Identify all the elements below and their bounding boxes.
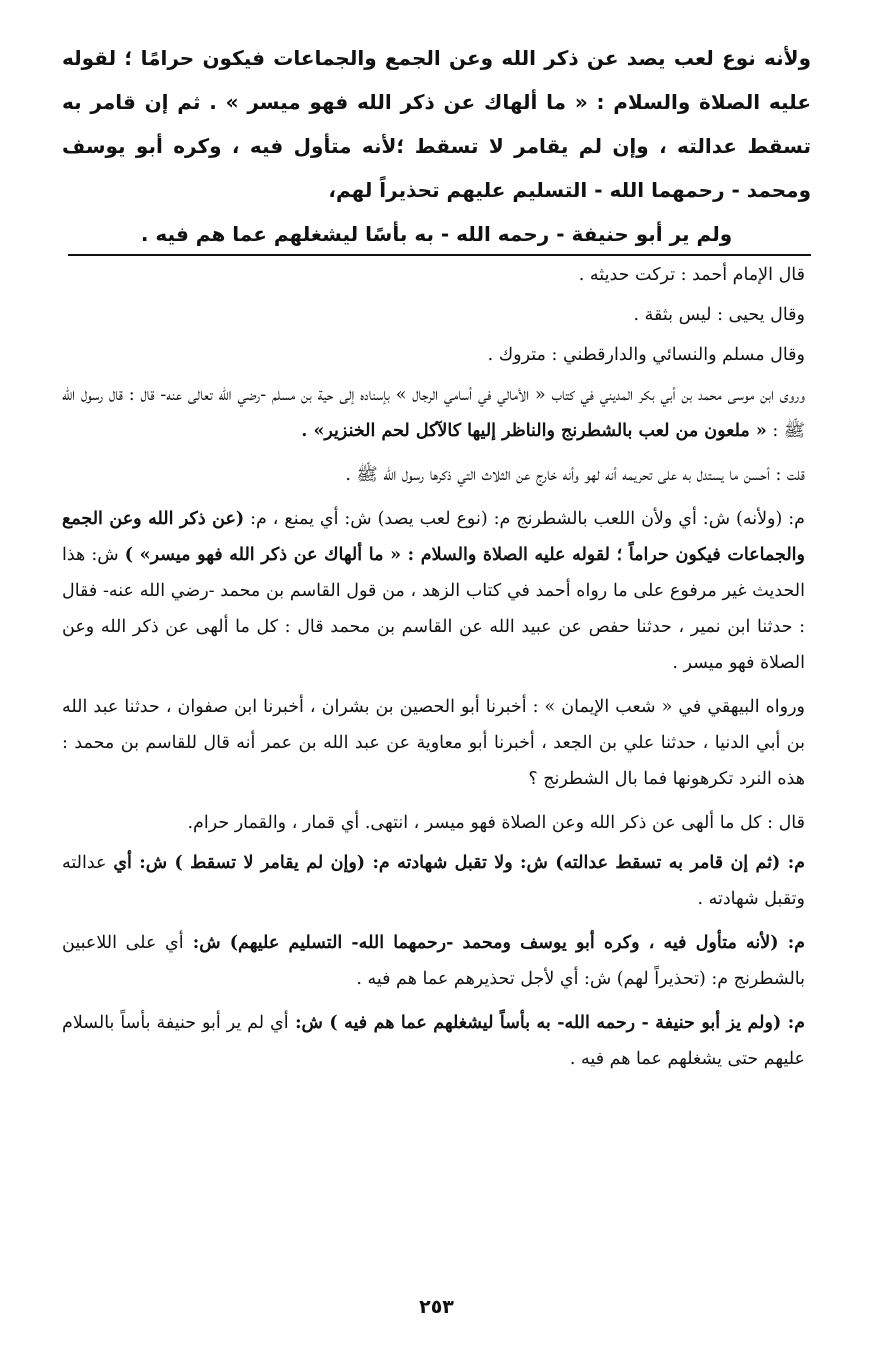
matn-reference: م: (ولأنه) ش: أي ولأن اللعب بالشطرنج م: (نوع لعب يصد) ش: أي يمنع ، م: xyxy=(244,509,805,529)
commentary-paragraph: قال : كل ما ألهى عن ذكر الله وعن الصلاة فهو ميسر ، انتهى. أي قمار ، والقمار حرام. xyxy=(187,813,805,833)
matn-closing-line: ولم ير أبو حنيفة - رحمه الله - به بأسًا ليشغلهم عما هم فيه . xyxy=(140,222,733,246)
commentary-paragraph xyxy=(62,845,805,917)
page-number: ٢٥٣ xyxy=(419,1296,454,1318)
sharh-text: عدالته وتقبل شهادته . xyxy=(62,853,805,909)
sharh-text: أي لم ير أبو حنيفة بأساً بالسلام عليهم حتى يشغلهم عما هم فيه . xyxy=(62,1013,805,1069)
matn-quote: م: (لأنه متأول فيه ، وكره أبو يوسف ومحمد -رحمهما الله- التسليم عليهم) ش: xyxy=(183,933,805,953)
matn-quote: م: (ثم إن قامر به تسقط عدالته) ش: ولا تقبل شهادته م: (وإن لم يقامر لا تسقط ) ش: أي xyxy=(113,853,805,873)
matn-paragraph: ولأنه نوع لعب يصد عن ذكر الله وعن الجمع والجماعات فيكون حرامًا ؛ لقوله عليه الصلاة والسلام : « ما ألهاك عن ذكر الله فهو ميسر » . ثم إن قامر به تسقط عدالته ، وإن لم يقامر لا تسقط ؛لأنه متأول فيه ، وكره أبو يوسف ومحمد - رحمهما الله - التسليم عليهم تحذيراً لهم، xyxy=(62,46,811,202)
commentary-paragraph: ورواه البيهقي في « شعب الإيمان » : أخبرنا أبو الحصين بن بشران ، أخبرنا ابن صفوان ، حدثنا عبد الله بن أبي الدنيا ، حدثنا علي بن الجعد ، أخبرنا أبو معاوية عن عبد الله بن عمر أنه قال للقاسم بن محمد : هذه النرد تكرهونها فما بال الشطرنج ؟ xyxy=(62,697,805,789)
commentary-text xyxy=(62,257,805,1085)
commentary-paragraph xyxy=(62,1005,805,1077)
commentary-paragraph xyxy=(62,377,805,449)
commentary-paragraph xyxy=(62,925,805,997)
matn-text xyxy=(62,36,811,256)
commentary-paragraph: قلت : أحسن ما يستدل به على تحريمه أنه لهو وأنه خارج عن الثلاث التي ذكرها رسول الله ﷺ . xyxy=(345,465,805,485)
hadith-quote: « ملعون من لعب بالشطرنج والناظر إليها كالآكل لحم الخنزير» . xyxy=(301,421,767,441)
sharh-text: ش: هذا الحديث غير مرفوع على ما رواه أحمد في كتاب الزهد ، من قول القاسم بن محمد -رضي الله عنه- فقال : حدثنا ابن نمير ، حدثنا حفص عن عبيد الله عن القاسم بن محمد قال : كل ما ألهى عن ذكر الله وعن الصلاة فهو ميسر . xyxy=(62,545,805,673)
sharh-text: أي على اللاعبين بالشطرنج م: (تحذيراً لهم) ش: أي لأجل تحذيرهم عما هم فيه . xyxy=(62,933,805,989)
commentary-paragraph: وقال يحيى : ليس بثقة . xyxy=(633,305,805,325)
matn-quote: م: (ولم يز أبو حنيفة - رحمه الله- به بأساً ليشغلهم عما هم فيه ) ش: xyxy=(288,1013,805,1033)
commentary-paragraph: وقال مسلم والنسائي والدارقطني : متروك . xyxy=(487,345,805,365)
matn-quote: (عن ذكر الله وعن الجمع والجماعات فيكون حراماً ؛ لقوله عليه الصلاة والسلام : « ما ألهاك عن ذكر الله فهو ميسر» ) xyxy=(62,509,805,565)
commentary-paragraph xyxy=(62,501,805,681)
commentary-paragraph: قال الإمام أحمد : تركت حديثه . xyxy=(578,265,805,285)
separator-rule xyxy=(68,254,811,256)
narration-text: وروى ابن موسى محمد بن أبي بكر المديني في كتاب « الأمالي في أسامي الرجال » بإسناده إلى حية بن مسلم -رضي الله تعالى عنه- قال : قال رسول الله ﷺ : xyxy=(62,385,805,441)
